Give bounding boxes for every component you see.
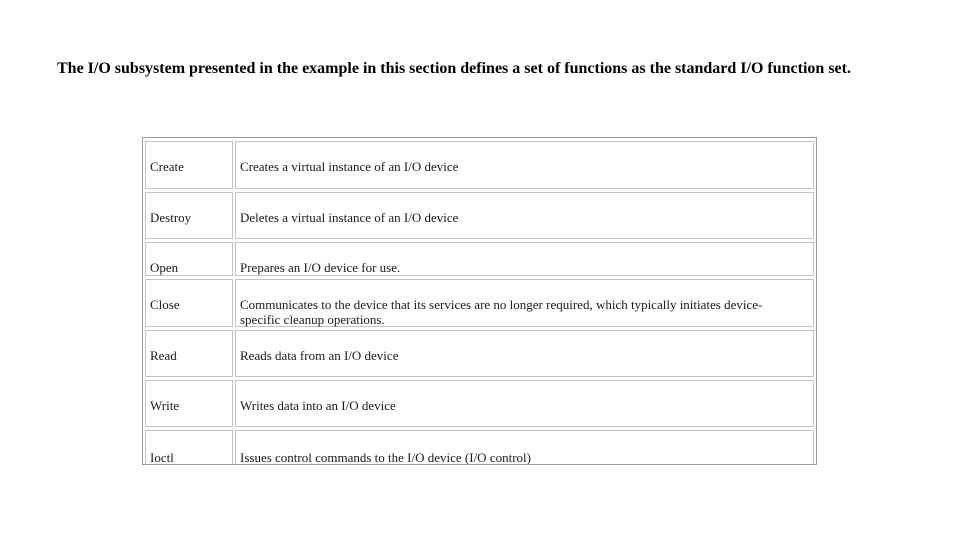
function-name: Create [150, 159, 184, 174]
function-description-cell [235, 330, 814, 377]
intro-paragraph: The I/O subsystem presented in the example in this section defines a set of functions as the standard I/O function set. [57, 60, 851, 77]
function-name: Destroy [150, 210, 192, 225]
function-description-cell [235, 242, 814, 276]
function-description: Prepares an I/O device for use. [240, 260, 401, 275]
table-row [143, 427, 816, 465]
function-name: Open [150, 260, 179, 275]
function-name: Close [150, 297, 180, 312]
table-row [143, 189, 816, 240]
io-function-table [142, 137, 817, 465]
function-name-cell [145, 330, 233, 377]
function-name-cell [145, 242, 233, 276]
table-row [143, 138, 816, 190]
function-description: Reads data from an I/O device [240, 348, 399, 363]
function-name-cell [145, 279, 233, 327]
function-name-cell [145, 192, 233, 239]
function-name-cell [145, 141, 233, 189]
function-name: Ioctl [150, 450, 174, 465]
table-row [143, 239, 816, 277]
table-row [143, 377, 816, 428]
function-description-cell [235, 380, 814, 427]
function-description: Communicates to the device that its services are no longer required, which typically initiates device-specific cleanup operations. [240, 297, 763, 327]
function-description-cell [235, 192, 814, 239]
function-name: Read [150, 348, 177, 363]
function-description: Deletes a virtual instance of an I/O device [240, 210, 459, 225]
table-row [143, 327, 816, 378]
function-description: Issues control commands to the I/O device (I/O control) [240, 450, 531, 465]
function-description-cell [235, 430, 814, 465]
function-description-cell [235, 141, 814, 189]
table-row [143, 276, 816, 328]
function-description: Creates a virtual instance of an I/O device [240, 159, 459, 174]
function-name: Write [150, 398, 180, 413]
function-description: Writes data into an I/O device [240, 398, 396, 413]
function-description-cell [235, 279, 814, 327]
function-name-cell [145, 380, 233, 427]
function-name-cell [145, 430, 233, 465]
